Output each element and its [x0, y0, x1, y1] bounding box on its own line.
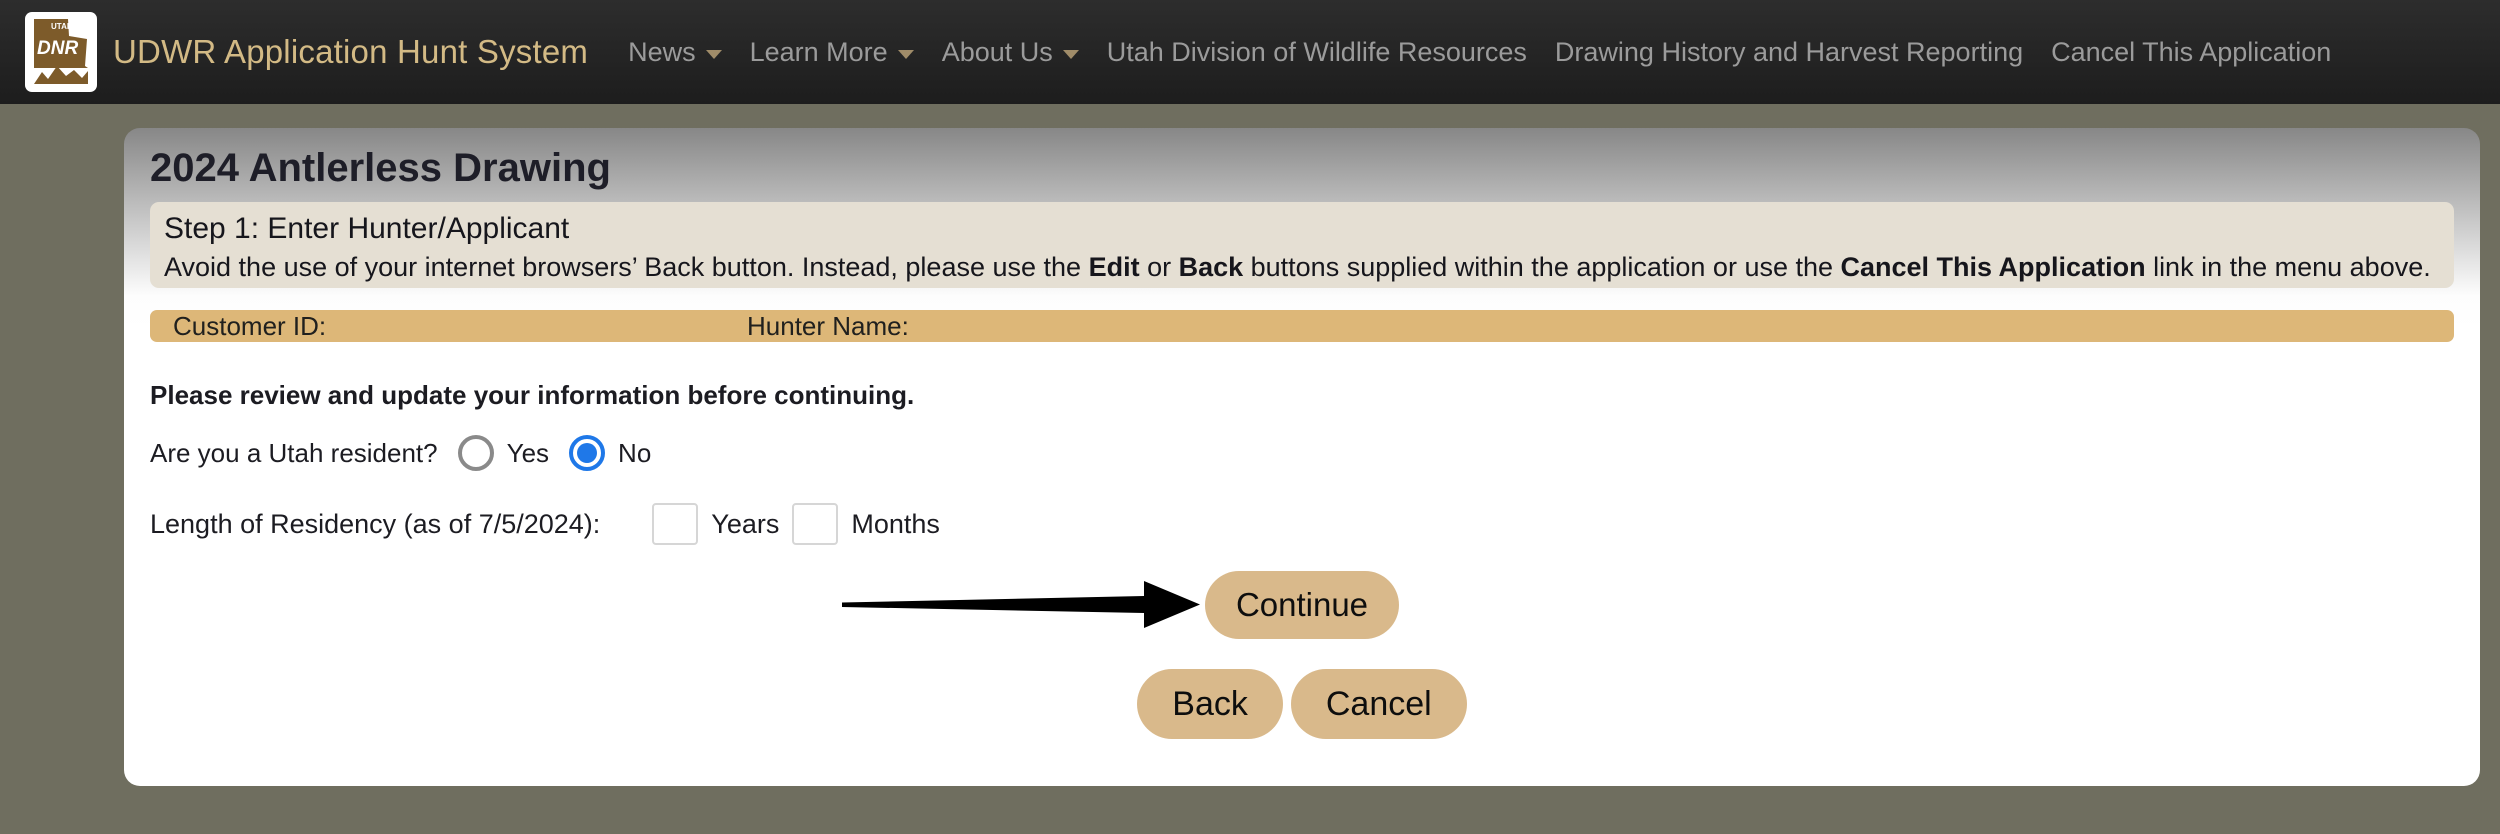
pointer-arrow-icon [842, 573, 1202, 637]
continue-button[interactable]: Continue [1205, 571, 1399, 639]
residency-years-input[interactable] [652, 503, 698, 545]
top-navbar [0, 0, 2500, 104]
page-title: 2024 Antlerless Drawing [150, 146, 611, 190]
chevron-down-icon [706, 50, 722, 59]
application-card [124, 128, 2480, 786]
resident-no-label: No [618, 437, 652, 468]
nav-menu [614, 37, 2345, 68]
resident-question-label: Are you a Utah resident? [150, 437, 438, 468]
svg-text:UTAH: UTAH [51, 22, 73, 31]
residency-length-row [150, 500, 2454, 548]
continue-row [150, 571, 2454, 639]
review-instruction: Please review and update your information before continuing. [150, 380, 915, 410]
nav-item-drawing-history[interactable]: Drawing History and Harvest Reporting [1554, 36, 2024, 67]
step-heading: Step 1: Enter Hunter/Applicant [164, 212, 570, 245]
nav-item-cancel-application[interactable]: Cancel This Application [2051, 36, 2332, 67]
resident-yes-radio[interactable] [458, 435, 494, 471]
resident-no-option[interactable] [569, 435, 651, 471]
back-button[interactable]: Back [1137, 669, 1283, 739]
hunter-name-label: Hunter Name: [747, 311, 909, 341]
resident-yes-label: Yes [506, 437, 550, 468]
nav-item-about-us[interactable]: About Us [928, 37, 1093, 68]
nav-item-udwr-site[interactable]: Utah Division of Wildlife Resources [1106, 36, 1527, 67]
svg-text:DNR: DNR [37, 38, 79, 59]
udwr-logo[interactable] [25, 12, 97, 92]
app-title[interactable]: UDWR Application Hunt System [113, 33, 589, 70]
resident-question-row [150, 434, 2454, 472]
customer-info-bar [150, 310, 2454, 342]
cancel-button[interactable]: Cancel [1291, 669, 1467, 739]
residency-length-label: Length of Residency (as of 7/5/2024): [150, 508, 601, 539]
step-header-box [150, 202, 2454, 288]
customer-id-label: Customer ID: [173, 311, 327, 341]
years-unit-label: Years [711, 508, 780, 539]
back-cancel-row [150, 669, 2454, 739]
back-button-warning: Avoid the use of your internet browsers’ Back button. Instead, please use the Edit or Back buttons supplied within the application or use the Cancel This Application link in the menu above. [164, 252, 2431, 282]
residency-months-input[interactable] [792, 503, 838, 545]
months-unit-label: Months [851, 508, 940, 539]
chevron-down-icon [1063, 50, 1079, 59]
utah-dnr-logo-icon [30, 16, 92, 88]
resident-no-radio[interactable] [569, 435, 605, 471]
nav-item-news[interactable]: News [614, 37, 736, 68]
resident-yes-option[interactable] [458, 435, 549, 471]
nav-item-learn-more[interactable]: Learn More [736, 37, 928, 68]
chevron-down-icon [898, 50, 914, 59]
